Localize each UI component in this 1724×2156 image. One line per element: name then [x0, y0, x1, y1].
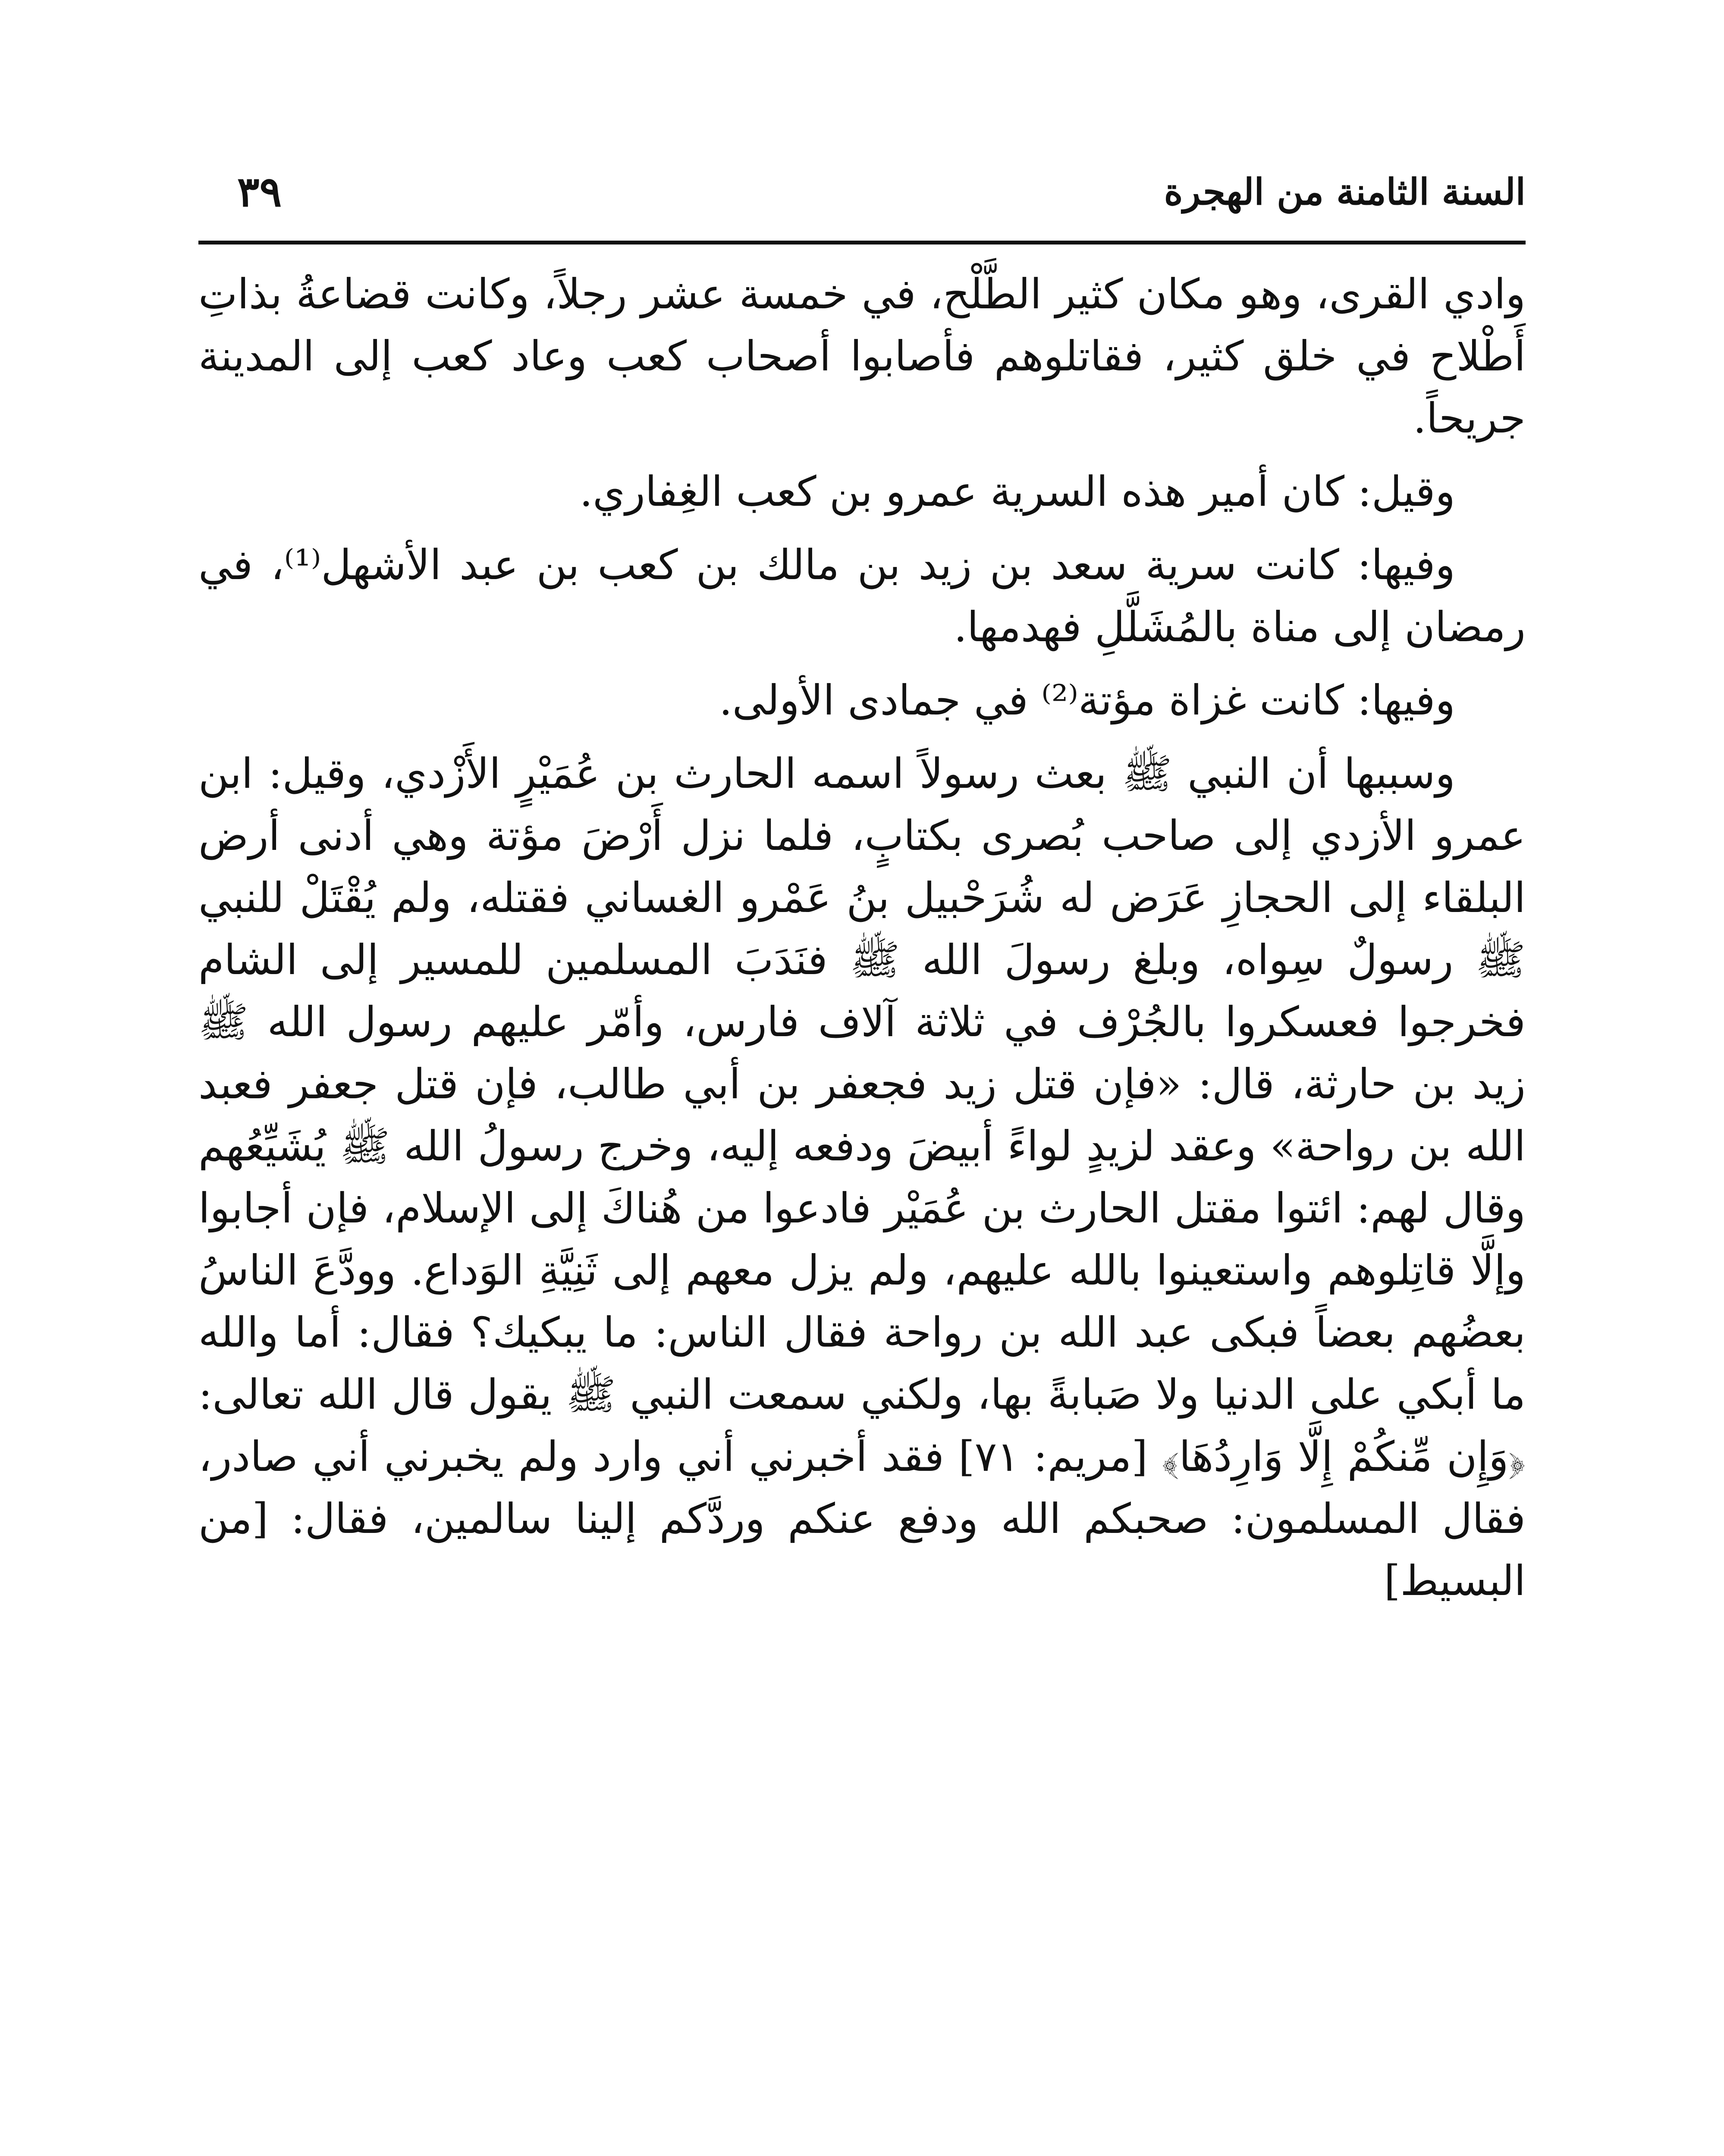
paragraph-sababuha: وسببها أن النبي ﷺ بعث رسولاً اسمه الحارث بن عُمَيْرٍ الأَزْدي، وقيل: ابن عمرو الأزدي إلى صاحب بُصرى بكتابٍ، فلما نزل أَرْضَ مؤتة وهي أدنى أرض البلقاء إلى الحجازِ عَرَض له شُرَحْبيل بنُ عَمْرو الغساني فقتله، ولم يُقْتَلْ للنبي ﷺ رسولٌ سِواه، وبلغ رسولَ الله ﷺ فنَدَبَ المسلمين للمسير إلى الشام فخرجوا فعسكروا بالجُرْف في ثلاثة آلاف فارس، وأمّر عليهم رسول الله ﷺ زيد بن حارثة، قال: «فإن قتل زيد فجعفر بن أبي طالب، فإن قتل جعفر فعبد الله بن رواحة» وعقد لزيدٍ لواءً أبيضَ ودفعه إليه، وخرج رسولُ الله ﷺ يُشَيِّعُهم وقال لهم: ائتوا مقتل الحارث بن عُمَيْر فادعوا من هُناكَ إلى الإسلام، فإن أجابوا وإلَّا قاتِلوهم واستعينوا بالله عليهم، ولم يزل معهم إلى ثَنِيَّةِ الوَداع. وودَّعَ الناسُ بعضُهم بعضاً فبكى عبد الله بن رواحة فقال الناس: ما يبكيك؟ فقال: أما والله ما أبكي على الدنيا ولا صَبابةً بها، ولكني سمعت النبي ﷺ يقول قال الله تعالى: ﴿وَإِن مِّنكُمْ إِلَّا وَارِدُهَا﴾ [مريم: ٧١] فقد أخبرني أني وارد ولم يخبرني أني صادر، فقال المسلمون: صحبكم الله ودفع عنكم وردَّكم إلينا سالمين، فقال: [من البسيط]: [198, 749, 1526, 1605]
poem: [198, 2152, 1526, 2156]
main-text: [198, 263, 1526, 1612]
paragraph-wadi-al-qura: وادي القرى، وهو مكان كثير الطَّلْح، في خمسة عشر رجلاً، وكانت قضاعةُ بذاتِ أَطْلاح في خلق كثير، فقاتلوهم فأصابوا أصحاب كعب وعاد كعب إلى المدينة جريحاً.: [198, 270, 1526, 442]
poem-verse-1-first-hemistich: [889, 2152, 1526, 2156]
poem-verse-1-second-hemistich: [198, 2152, 835, 2156]
paragraph-amir-al-sariya: وقيل: كان أمير هذه السرية عمرو بن كعب الغِفاري.: [579, 467, 1455, 516]
header-divider: [198, 241, 1526, 244]
poem-verse-1: [198, 2152, 1526, 2156]
page-number: ٣٩: [237, 167, 282, 216]
paragraph-ghazat-muta: وفيها: كانت غزاة مؤتة⁽²⁾ في جمادى الأولى.: [719, 676, 1455, 724]
paragraph-sariya-saad: وفيها: كانت سرية سعد بن زيد بن مالك بن كعب بن عبد الأشهل⁽¹⁾، في رمضان إلى مناة بالمُشَلَّلِ فهدمها.: [198, 541, 1526, 651]
header-title: السنة الثامنة من الهجرة: [1164, 170, 1526, 213]
running-header: [198, 160, 1526, 224]
